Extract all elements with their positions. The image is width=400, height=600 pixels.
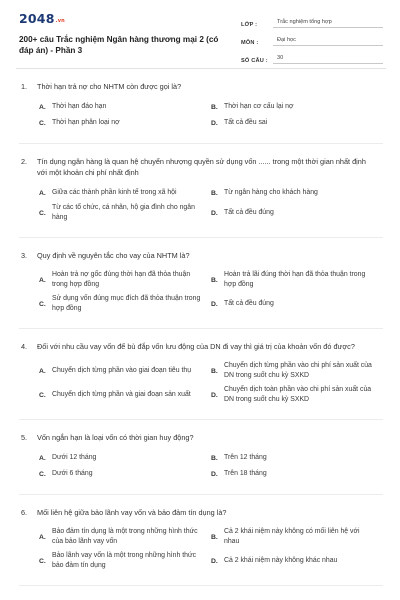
option-letter: B. — [211, 103, 218, 111]
option-letter: A. — [39, 276, 46, 284]
question-item — [19, 69, 383, 144]
question-header — [21, 432, 383, 443]
option-letter: C. — [39, 557, 46, 565]
question-number: 1. — [21, 82, 28, 91]
meta-value: 30 — [273, 55, 383, 64]
question-item — [19, 238, 383, 329]
header-left — [19, 11, 234, 68]
option-text: Chuyển dịch toàn phần vào chi phí sản xuất của DN trong suốt chu kỳ SXKD — [224, 386, 372, 403]
option-letter: C. — [39, 209, 46, 217]
option-text: Bảo đảm tín dụng là một trong những hình thức của bảo lãnh vay vốn — [52, 528, 198, 545]
answer-option-a[interactable] — [39, 450, 211, 466]
answer-option-c[interactable] — [39, 383, 211, 407]
option-text: Cả 2 khái niệm này không khác nhau — [224, 557, 338, 564]
question-text: Thời hạn trả nợ cho NHTM còn được gọi là? — [37, 82, 182, 91]
option-letter: D. — [211, 209, 218, 217]
option-text: Dưới 6 tháng — [52, 470, 93, 477]
answer-option-b[interactable] — [211, 450, 383, 466]
question-number: 2. — [21, 157, 28, 166]
answer-option-d[interactable] — [211, 201, 383, 225]
answer-option-a[interactable] — [39, 268, 211, 292]
question-header — [21, 507, 383, 518]
answer-option-a[interactable] — [39, 359, 211, 383]
option-text: Hoàn trả lãi đúng thời hạn đã thỏa thuận trong hợp đồng — [224, 271, 366, 288]
meta-row-question-count — [241, 49, 383, 64]
option-letter: A. — [39, 533, 46, 541]
option-text: Trên 18 tháng — [224, 470, 267, 477]
question-item — [19, 495, 383, 586]
meta-label: LỚP : — [241, 22, 258, 28]
option-letter: A. — [39, 103, 46, 111]
option-letter: D. — [211, 300, 218, 308]
option-letter: B. — [211, 276, 218, 284]
question-item — [19, 144, 383, 238]
question-item — [19, 420, 383, 495]
answer-option-a[interactable] — [39, 99, 211, 115]
option-text: Thời hạn phân loại nợ — [52, 119, 120, 126]
answer-option-b[interactable] — [211, 99, 383, 115]
answer-option-d[interactable] — [211, 549, 383, 573]
question-text: Đối với nhu cầu vay vốn để bù đắp vốn lưu động của DN đi vay thì giá trị của khoản vốn đó được? — [37, 342, 355, 351]
answer-option-b[interactable] — [211, 185, 383, 201]
answer-option-d[interactable] — [211, 466, 383, 482]
answer-option-d[interactable] — [211, 292, 383, 316]
question-text: Vốn ngắn hạn là loại vốn có thời gian huy động? — [37, 433, 194, 442]
answer-option-d[interactable] — [211, 115, 383, 131]
question-text: Tín dụng ngân hàng là quan hệ chuyển nhượng quyền sử dụng vốn ...... trong một thời gian nhất định với một khoản chi phí nhất định — [37, 157, 366, 177]
option-letter: D. — [211, 557, 218, 565]
meta-value: Đại học — [273, 37, 383, 46]
answer-option-b[interactable] — [211, 525, 383, 549]
question-item — [19, 329, 383, 420]
question-header — [21, 156, 383, 178]
option-letter: B. — [211, 533, 218, 541]
option-text: Tất cả đều sai — [224, 119, 268, 126]
option-text: Bảo lãnh vay vốn là một trong những hình thức bảo đảm tín dụng — [52, 552, 197, 569]
answer-options — [21, 450, 383, 482]
option-letter: A. — [39, 367, 46, 375]
document-title: 200+ câu Trắc nghiệm Ngân hàng thương mại 2 (có đáp án) - Phần 3 — [19, 35, 219, 55]
answer-option-b[interactable] — [211, 359, 383, 383]
question-number: 5. — [21, 433, 28, 442]
option-letter: D. — [211, 391, 218, 399]
question-number: 6. — [21, 508, 28, 517]
option-letter: C. — [39, 391, 46, 399]
option-text: Tất cả đều đúng — [224, 300, 274, 307]
option-letter: C. — [39, 470, 46, 478]
question-number: 4. — [21, 342, 28, 351]
question-header — [21, 81, 383, 92]
answer-option-c[interactable] — [39, 115, 211, 131]
option-text: Chuyển dịch từng phần vào chi phí sản xuất của DN trong suốt chu kỳ SXKD — [224, 362, 372, 379]
option-text: Cả 2 khái niệm này không có mối liên hệ với nhau — [224, 528, 360, 545]
answer-options — [21, 185, 383, 225]
meta-label: MÔN : — [241, 40, 259, 46]
logo-tld: .vn — [55, 18, 65, 24]
option-text: Sử dụng vốn đúng mục đích đã thỏa thuận trong hợp đồng — [52, 295, 201, 312]
option-letter: C. — [39, 119, 46, 127]
answer-options — [21, 525, 383, 573]
site-logo[interactable] — [19, 11, 234, 26]
option-text: Thời hạn cơ cấu lại nợ — [224, 103, 294, 110]
option-letter: C. — [39, 300, 46, 308]
option-letter: B. — [211, 189, 218, 197]
option-text: Hoàn trả nợ gốc đúng thời hạn đã thỏa thuận trong hợp đồng — [52, 271, 191, 288]
option-text: Thời hạn đáo hạn — [52, 103, 107, 110]
option-letter: A. — [39, 454, 46, 462]
option-text: Từ các tổ chức, cá nhân, hộ gia đình cho ngân hàng — [52, 204, 195, 221]
option-letter: B. — [211, 367, 218, 375]
question-header — [21, 250, 383, 261]
logo-text: 2048 — [19, 11, 55, 26]
answer-option-c[interactable] — [39, 292, 211, 316]
answer-option-c[interactable] — [39, 549, 211, 573]
option-letter: D. — [211, 119, 218, 127]
answer-options — [21, 359, 383, 407]
option-text: Chuyển dịch từng phần vào giai đoạn tiêu thụ — [52, 367, 192, 374]
answer-option-c[interactable] — [39, 201, 211, 225]
option-text: Giữa các thành phần kinh tế trong xã hội — [52, 189, 177, 196]
option-letter: B. — [211, 454, 218, 462]
question-text: Mối liên hệ giữa bảo lãnh vay vốn và bảo đảm tín dụng là? — [37, 508, 227, 517]
answer-options — [21, 99, 383, 131]
question-number: 3. — [21, 251, 28, 260]
meta-label: SỐ CÂU : — [241, 58, 268, 64]
option-letter: A. — [39, 189, 46, 197]
option-letter: D. — [211, 470, 218, 478]
question-header — [21, 341, 383, 352]
meta-row-subject — [241, 31, 383, 46]
answer-option-a[interactable] — [39, 525, 211, 549]
question-text: Quy định về nguyên tắc cho vay của NHTM là? — [37, 251, 190, 260]
answer-option-a[interactable] — [39, 185, 211, 201]
answer-option-c[interactable] — [39, 466, 211, 482]
option-text: Tất cả đều đúng — [224, 209, 274, 216]
answer-option-d[interactable] — [211, 383, 383, 407]
option-text: Dưới 12 tháng — [52, 454, 97, 461]
option-text: Chuyển dịch từng phần và giai đoạn sản xuất — [52, 391, 191, 398]
option-text: Trên 12 tháng — [224, 454, 267, 461]
page-header — [19, 0, 383, 68]
answer-options — [21, 268, 383, 316]
meta-value: Trắc nghiệm tổng hợp — [273, 19, 383, 28]
option-text: Từ ngân hàng cho khách hàng — [224, 189, 318, 196]
answer-option-b[interactable] — [211, 268, 383, 292]
meta-row-class — [241, 13, 383, 28]
document-meta — [241, 11, 383, 68]
